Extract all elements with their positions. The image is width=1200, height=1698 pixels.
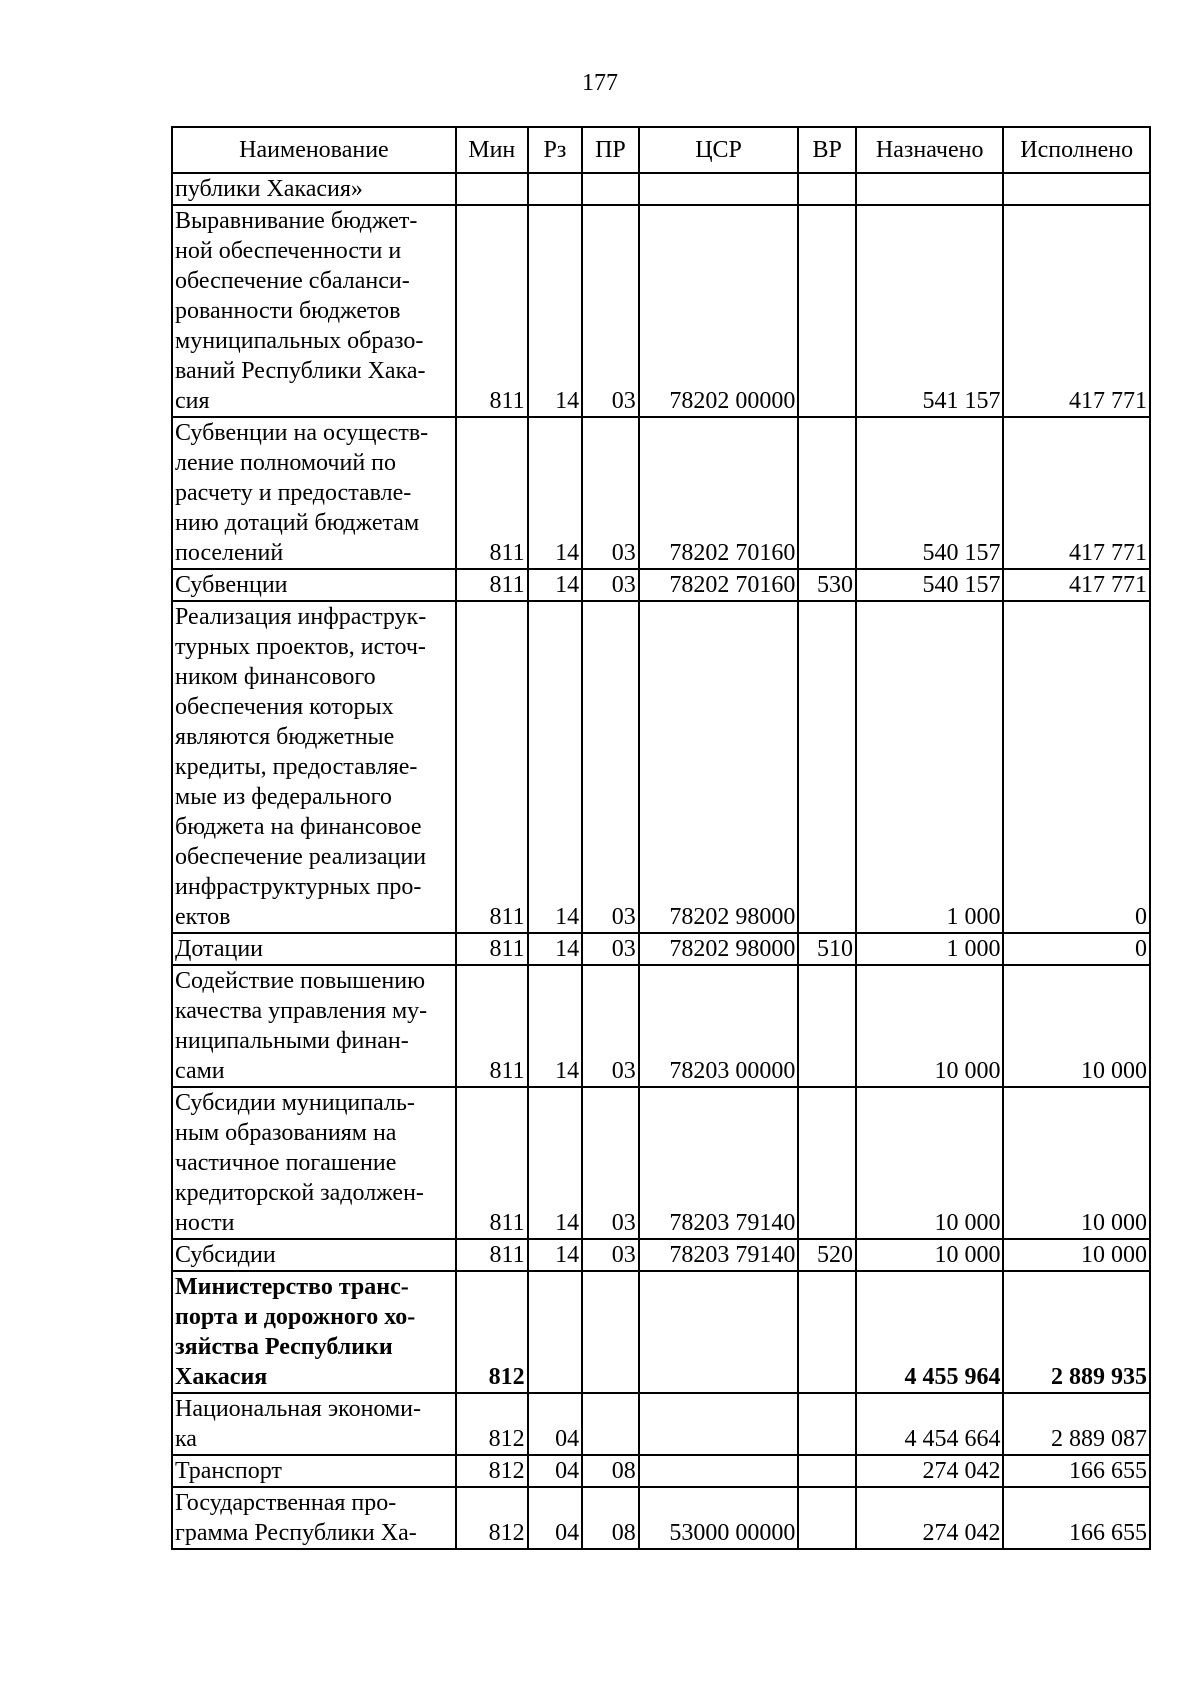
rz-cell: [528, 173, 583, 205]
csr-cell: 78203 79140: [639, 1239, 799, 1271]
table-row: [172, 1087, 1150, 1239]
column-header-vr: ВР: [798, 127, 856, 173]
pr-cell: 08: [582, 1455, 639, 1487]
name-cell: публики Хакасия»: [172, 173, 456, 205]
column-header-csr: ЦСР: [639, 127, 799, 173]
executed-cell: 166 655: [1003, 1455, 1150, 1487]
column-header-pr: ПР: [582, 127, 639, 173]
min-cell: 811: [456, 965, 528, 1087]
executed-cell: 2 889 087: [1003, 1393, 1150, 1455]
name-cell: Государственная про- грамма Республики Ха-: [172, 1487, 456, 1549]
vr-cell: 530: [798, 569, 856, 601]
rz-cell: 14: [528, 417, 583, 569]
name-cell: Субсидии: [172, 1239, 456, 1271]
name-cell: Министерство транс- порта и дорожного хо- зяйства Республики Хакасия: [172, 1271, 456, 1393]
executed-cell: 417 771: [1003, 205, 1150, 417]
pr-cell: 03: [582, 569, 639, 601]
assigned-cell: 541 157: [856, 205, 1004, 417]
rz-cell: 04: [528, 1393, 583, 1455]
table-row: [172, 205, 1150, 417]
csr-cell: 78203 00000: [639, 965, 799, 1087]
min-cell: 812: [456, 1487, 528, 1549]
min-cell: 811: [456, 1239, 528, 1271]
budget-table: [171, 126, 1151, 1550]
vr-cell: [798, 1271, 856, 1393]
name-cell: Дотации: [172, 933, 456, 965]
rz-cell: 14: [528, 933, 583, 965]
csr-cell: 53000 00000: [639, 1487, 799, 1549]
csr-cell: 78203 79140: [639, 1087, 799, 1239]
vr-cell: [798, 965, 856, 1087]
pr-cell: [582, 1393, 639, 1455]
assigned-cell: 540 157: [856, 417, 1004, 569]
name-cell: Реализация инфраструк- турных проектов, источ- ником финансового обеспечения которых являются бюджетные кредиты, предоставляе- мые из федерального бюджета на финансовое обеспечение реализации инфраструктурных про- ектов: [172, 601, 456, 933]
vr-cell: [798, 601, 856, 933]
assigned-cell: 4 455 964: [856, 1271, 1004, 1393]
assigned-cell: 10 000: [856, 965, 1004, 1087]
table-row: [172, 1239, 1150, 1271]
executed-cell: 0: [1003, 601, 1150, 933]
executed-cell: 10 000: [1003, 1239, 1150, 1271]
rz-cell: 14: [528, 1239, 583, 1271]
rz-cell: [528, 1271, 583, 1393]
table-row: [172, 569, 1150, 601]
column-header-rz: Рз: [528, 127, 583, 173]
table-row: [172, 601, 1150, 933]
csr-cell: 78202 70160: [639, 569, 799, 601]
name-cell: Содействие повышению качества управления му- ниципальными финан- сами: [172, 965, 456, 1087]
table-row: [172, 1393, 1150, 1455]
rz-cell: 04: [528, 1455, 583, 1487]
assigned-cell: 1 000: [856, 933, 1004, 965]
executed-cell: 417 771: [1003, 417, 1150, 569]
name-cell: Субвенции на осуществ- ление полномочий по расчету и предоставле- нию дотаций бюджетам поселений: [172, 417, 456, 569]
min-cell: 811: [456, 205, 528, 417]
assigned-cell: 10 000: [856, 1239, 1004, 1271]
pr-cell: 08: [582, 1487, 639, 1549]
executed-cell: 0: [1003, 933, 1150, 965]
pr-cell: 03: [582, 965, 639, 1087]
assigned-cell: [856, 173, 1004, 205]
pr-cell: 03: [582, 1087, 639, 1239]
csr-cell: 78202 98000: [639, 601, 799, 933]
min-cell: [456, 173, 528, 205]
pr-cell: 03: [582, 1239, 639, 1271]
table-row: [172, 1271, 1150, 1393]
vr-cell: 510: [798, 933, 856, 965]
assigned-cell: 274 042: [856, 1487, 1004, 1549]
csr-cell: [639, 173, 799, 205]
rz-cell: 14: [528, 569, 583, 601]
csr-cell: [639, 1393, 799, 1455]
min-cell: 811: [456, 569, 528, 601]
column-header-executed: Исполнено: [1003, 127, 1150, 173]
executed-cell: [1003, 173, 1150, 205]
min-cell: 811: [456, 933, 528, 965]
csr-cell: [639, 1455, 799, 1487]
vr-cell: [798, 1455, 856, 1487]
column-header-assigned: Назначено: [856, 127, 1004, 173]
assigned-cell: 274 042: [856, 1455, 1004, 1487]
pr-cell: 03: [582, 205, 639, 417]
name-cell: Выравнивание бюджет- ной обеспеченности и обеспечение сбаланси- рованности бюджетов муниципальных образо- ваний Республики Хака- сия: [172, 205, 456, 417]
min-cell: 811: [456, 1087, 528, 1239]
executed-cell: 417 771: [1003, 569, 1150, 601]
csr-cell: 78202 00000: [639, 205, 799, 417]
table-header-row: [172, 127, 1150, 173]
pr-cell: 03: [582, 417, 639, 569]
csr-cell: [639, 1271, 799, 1393]
table-row: [172, 965, 1150, 1087]
table-row: [172, 417, 1150, 569]
assigned-cell: 540 157: [856, 569, 1004, 601]
vr-cell: [798, 1087, 856, 1239]
rz-cell: 14: [528, 601, 583, 933]
rz-cell: 14: [528, 1087, 583, 1239]
vr-cell: 520: [798, 1239, 856, 1271]
csr-cell: 78202 70160: [639, 417, 799, 569]
rz-cell: 14: [528, 205, 583, 417]
table-row: [172, 1455, 1150, 1487]
assigned-cell: 1 000: [856, 601, 1004, 933]
vr-cell: [798, 417, 856, 569]
name-cell: Субсидии муниципаль- ным образованиям на частичное погашение кредиторской задолжен- ности: [172, 1087, 456, 1239]
column-header-min: Мин: [456, 127, 528, 173]
assigned-cell: 10 000: [856, 1087, 1004, 1239]
executed-cell: 2 889 935: [1003, 1271, 1150, 1393]
min-cell: 811: [456, 601, 528, 933]
executed-cell: 166 655: [1003, 1487, 1150, 1549]
min-cell: 812: [456, 1455, 528, 1487]
executed-cell: 10 000: [1003, 1087, 1150, 1239]
name-cell: Субвенции: [172, 569, 456, 601]
table-row: [172, 933, 1150, 965]
pr-cell: 03: [582, 601, 639, 933]
table-row: [172, 173, 1150, 205]
rz-cell: 14: [528, 965, 583, 1087]
vr-cell: [798, 1393, 856, 1455]
table-row: [172, 1487, 1150, 1549]
pr-cell: [582, 173, 639, 205]
rz-cell: 04: [528, 1487, 583, 1549]
table-body: [172, 173, 1150, 1549]
pr-cell: 03: [582, 933, 639, 965]
vr-cell: [798, 1487, 856, 1549]
vr-cell: [798, 205, 856, 417]
min-cell: 811: [456, 417, 528, 569]
pr-cell: [582, 1271, 639, 1393]
name-cell: Транспорт: [172, 1455, 456, 1487]
vr-cell: [798, 173, 856, 205]
page-number: 177: [582, 70, 618, 96]
column-header-name: Наименование: [172, 127, 456, 173]
name-cell: Национальная экономи- ка: [172, 1393, 456, 1455]
min-cell: 812: [456, 1271, 528, 1393]
csr-cell: 78202 98000: [639, 933, 799, 965]
assigned-cell: 4 454 664: [856, 1393, 1004, 1455]
executed-cell: 10 000: [1003, 965, 1150, 1087]
min-cell: 812: [456, 1393, 528, 1455]
